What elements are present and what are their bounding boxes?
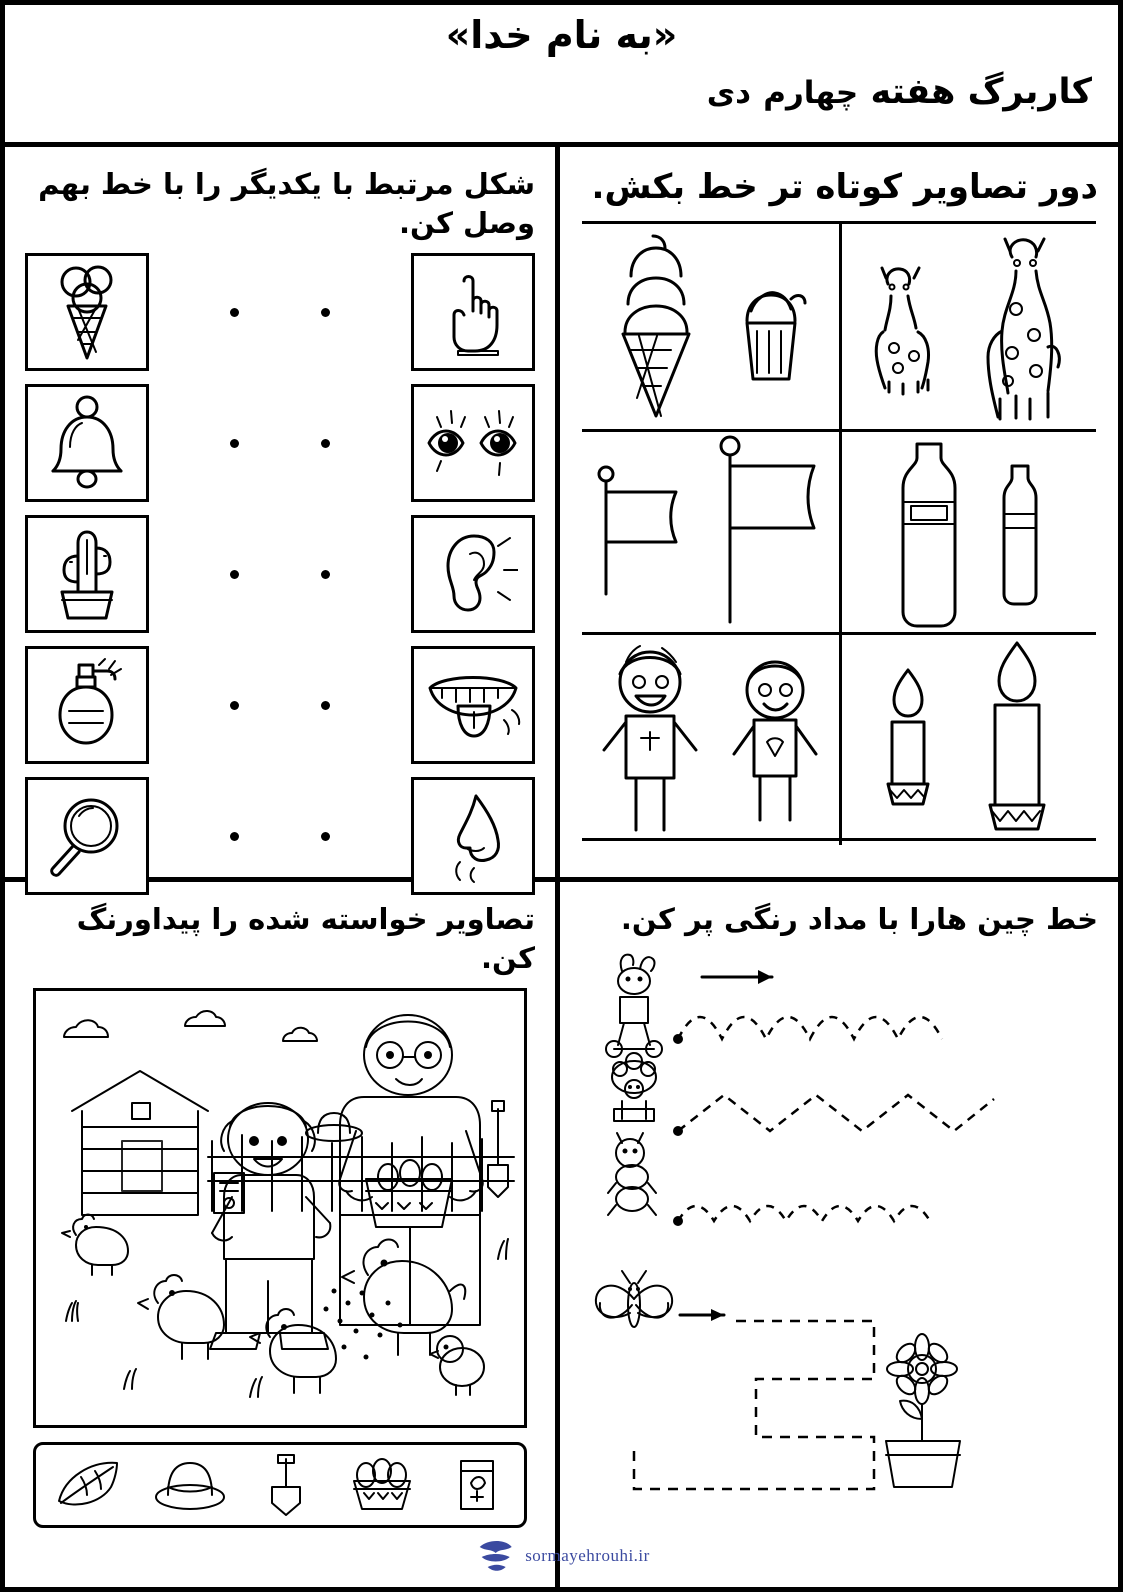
connect-dot[interactable]	[321, 701, 330, 710]
dot-slot[interactable]	[321, 384, 330, 502]
match-item-perfume[interactable]	[25, 646, 149, 764]
grandfather-figure	[339, 1015, 482, 1325]
watermark-text: sormayehrouhi.ir	[525, 1546, 650, 1565]
worksheet-body	[5, 147, 1118, 1587]
zigzag-line	[678, 1095, 994, 1131]
dot-slot[interactable]	[230, 253, 239, 371]
matching-area	[19, 253, 541, 895]
egg-basket-icon[interactable]	[344, 1453, 416, 1517]
bunny-on-scooter-icon	[606, 955, 662, 1057]
pair-bottles[interactable]	[839, 432, 1096, 635]
coloring-scene[interactable]	[33, 988, 527, 1428]
seed-packet-icon	[214, 1173, 244, 1213]
matching-prompt: شکل مرتبط با یکدیگر را با خط بهم وصل کن.	[38, 167, 535, 241]
match-item-ice-cream[interactable]	[25, 253, 149, 371]
coloring-items-strip	[33, 1442, 527, 1528]
arch-wave-line	[678, 1017, 942, 1039]
dot-slot[interactable]	[321, 515, 330, 633]
section-matching	[5, 147, 555, 882]
chick-icon	[430, 1336, 484, 1395]
bell-icon	[44, 393, 130, 493]
candle-short-icon	[866, 660, 952, 820]
seed-packet-icon[interactable]	[445, 1453, 509, 1517]
feather-icon[interactable]	[51, 1457, 123, 1513]
shovel-icon[interactable]	[258, 1453, 314, 1517]
cactus-plant-icon	[44, 522, 130, 626]
dot-slot[interactable]	[230, 384, 239, 502]
dot-slot[interactable]	[321, 253, 330, 371]
ice-cream-icon	[52, 260, 122, 364]
match-item-eyes[interactable]	[411, 384, 535, 502]
connect-dot[interactable]	[230, 832, 239, 841]
pair-children[interactable]	[582, 635, 839, 845]
ear-icon	[428, 526, 518, 622]
sormayeh-logo	[473, 1535, 517, 1577]
girl-figure	[210, 1103, 330, 1349]
shovel-icon	[488, 1101, 508, 1197]
boy-short-icon	[720, 650, 830, 830]
circle-shorter-grid	[582, 221, 1096, 841]
title-week: چهارم	[763, 75, 859, 112]
connect-dot[interactable]	[230, 308, 239, 317]
match-item-ear[interactable]	[411, 515, 535, 633]
match-item-bell[interactable]	[25, 384, 149, 502]
matching-dots-left	[230, 253, 239, 895]
sheep-character-icon	[612, 1053, 656, 1121]
page-title	[31, 72, 1092, 112]
grandfather-and-girl-feeding-chickens-scene	[36, 991, 524, 1425]
match-item-hand[interactable]	[411, 253, 535, 371]
hand-touch-icon	[434, 267, 512, 357]
match-item-cactus[interactable]	[25, 515, 149, 633]
connect-dot[interactable]	[230, 701, 239, 710]
match-item-mouth[interactable]	[411, 646, 535, 764]
dot-slot[interactable]	[230, 515, 239, 633]
pair-candles[interactable]	[839, 635, 1096, 845]
maze-step-line	[634, 1321, 874, 1489]
flag-tall-icon	[706, 432, 836, 632]
section-tracing	[555, 882, 1118, 1587]
ice-cream-cone-tall-icon	[601, 224, 711, 429]
caterpillar-character-icon	[608, 1133, 656, 1215]
chicken-icon	[62, 1215, 128, 1276]
dot-slot[interactable]	[321, 646, 330, 764]
perfume-bottle-icon	[43, 655, 131, 755]
matching-right-column	[411, 253, 535, 895]
matching-left-column	[25, 253, 149, 895]
flower-pot-icon	[886, 1334, 960, 1487]
section-coloring	[5, 882, 555, 1587]
title-month: دی	[706, 75, 752, 112]
egg-basket-icon	[366, 1160, 452, 1227]
ice-cream-cup-short-icon	[721, 251, 821, 401]
pair-flags[interactable]	[582, 432, 839, 635]
bottle-large-icon	[883, 432, 975, 632]
bottle-small-icon	[985, 452, 1055, 612]
cloud-icon	[185, 1011, 225, 1026]
matching-dots-right	[321, 253, 330, 895]
watermark	[473, 1535, 650, 1577]
circle-shorter-prompt: دور تصاویر کوتاه تر خط بکش.	[591, 167, 1098, 207]
pair-ice-creams[interactable]	[582, 224, 839, 432]
low-arch-line	[678, 1206, 930, 1221]
giraffe-tall-icon	[960, 231, 1080, 421]
pair-giraffes[interactable]	[839, 224, 1096, 432]
giraffe-short-icon	[858, 256, 950, 396]
match-item-magnifier[interactable]	[25, 777, 149, 895]
dot-slot[interactable]	[321, 777, 330, 895]
connect-dot[interactable]	[321, 308, 330, 317]
connect-dot[interactable]	[230, 439, 239, 448]
dot-slot[interactable]	[230, 777, 239, 895]
mouth-tongue-icon	[420, 662, 526, 748]
coloring-prompt: تصاویر خواسته شده را پیداورنگ کن.	[76, 902, 535, 976]
page-header	[5, 5, 1118, 147]
tracing-prompt: خط چین هارا با مداد رنگی پر کن.	[620, 902, 1098, 936]
tracing-area	[574, 949, 1104, 1549]
cloud-icon	[64, 1021, 108, 1038]
dot-slot[interactable]	[230, 646, 239, 764]
cloud-icon	[283, 1028, 317, 1041]
chicken-coop-icon	[72, 1071, 208, 1215]
bismillah-text: «به نام خدا»	[445, 13, 678, 57]
eyes-icon	[423, 403, 523, 483]
nose-icon	[430, 788, 516, 884]
magnifier-icon	[41, 790, 133, 882]
match-item-nose[interactable]	[411, 777, 535, 895]
tracing-lines	[574, 949, 1104, 1549]
title-main: کاربرگ هفته	[870, 72, 1092, 113]
connect-dot[interactable]	[230, 570, 239, 579]
flag-short-icon	[586, 462, 696, 602]
connect-dot[interactable]	[321, 832, 330, 841]
butterfly-icon	[596, 1271, 672, 1327]
rooster-icon	[342, 1240, 465, 1356]
straw-hat-icon[interactable]	[152, 1457, 228, 1513]
section-circle-shorter	[555, 147, 1118, 882]
connect-dot[interactable]	[321, 570, 330, 579]
girl-tall-icon	[592, 640, 710, 840]
chicken-icon	[250, 1309, 336, 1393]
candle-tall-icon	[962, 635, 1072, 845]
connect-dot[interactable]	[321, 439, 330, 448]
